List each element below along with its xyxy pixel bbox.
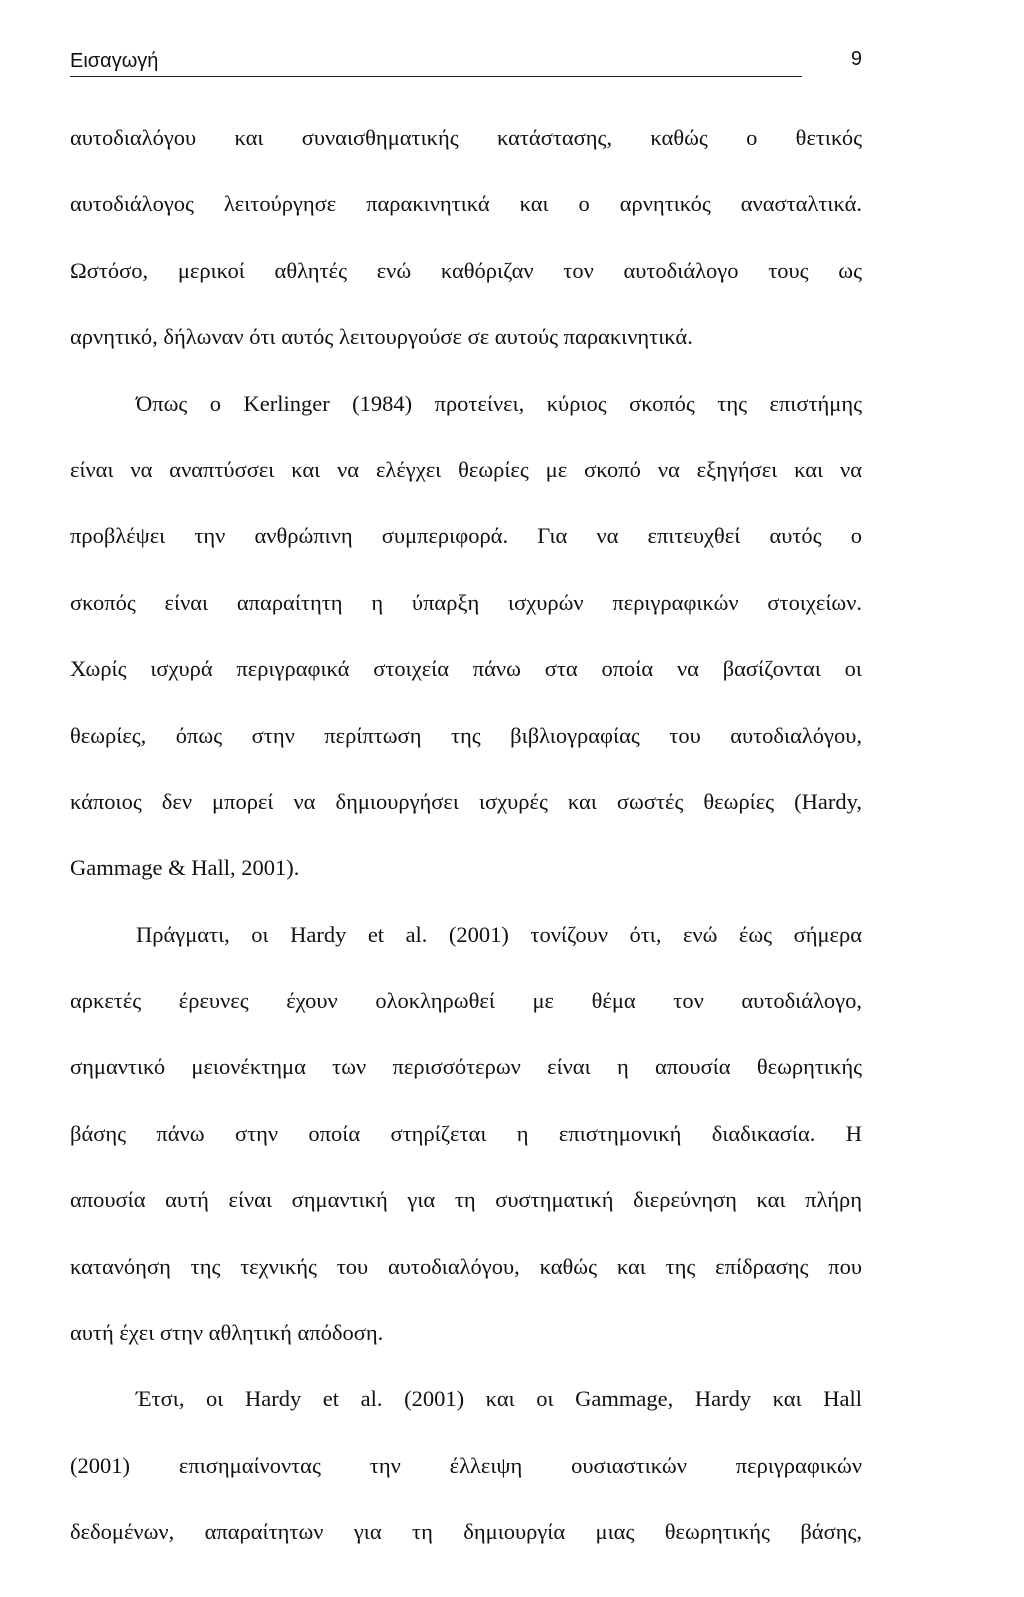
- text-line: δεδομένων, απαραίτητων για τη δημιουργία μιας θεωρητικής βάσης,: [70, 1519, 862, 1545]
- text-line: Έτσι, οι Hardy et al. (2001) και οι Gammage, Hardy και Hall: [136, 1386, 862, 1412]
- text-line: θεωρίες, όπως στην περίπτωση της βιβλιογραφίας του αυτοδιαλόγου,: [70, 722, 862, 748]
- page-header: [70, 48, 862, 80]
- text-line: αρκετές έρευνες έχουν ολοκληρωθεί με θέμα τον αυτοδιάλογο,: [70, 988, 862, 1014]
- text-line: αυτοδιάλογος λειτούργησε παρακινητικά και ο αρνητικός ανασταλτικά.: [70, 191, 862, 217]
- text-line: Πράγματι, οι Hardy et al. (2001) τονίζουν ότι, ενώ έως σήμερα: [136, 921, 862, 947]
- text-line: αυτοδιαλόγου και συναισθηματικής κατάστασης, καθώς ο θετικός: [70, 125, 862, 150]
- text-line: κάποιος δεν μπορεί να δημιουργήσει ισχυρές και σωστές θεωρίες (Hardy,: [70, 788, 862, 814]
- text-line: σημαντικό μειονέκτημα των περισσότερων είναι η απουσία θεωρητικής: [70, 1054, 862, 1080]
- running-header-title: Εισαγωγή: [70, 50, 159, 72]
- body-text: [70, 116, 862, 1577]
- text-line: (2001) επισημαίνοντας την έλλειψη ουσιαστικών περιγραφικών: [70, 1452, 862, 1478]
- text-line: αυτή έχει στην αθλητική απόδοση.: [70, 1320, 384, 1346]
- text-line: αρνητικό, δήλωναν ότι αυτός λειτουργούσε σε αυτούς παρακινητικά.: [70, 324, 693, 350]
- text-line: Gammage & Hall, 2001).: [70, 855, 300, 881]
- page-number: 9: [850, 48, 862, 70]
- text-line: Ωστόσο, μερικοί αθλητές ενώ καθόριζαν τον αυτοδιάλογο τους ως: [70, 257, 862, 283]
- text-line: Όπως ο Kerlinger (1984) προτείνει, κύριος σκοπός της επιστήμης: [136, 390, 862, 416]
- text-line: βάσης πάνω στην οποία στηρίζεται η επιστημονική διαδικασία. Η: [70, 1120, 862, 1146]
- text-line: προβλέψει την ανθρώπινη συμπεριφορά. Για να επιτευχθεί αυτός ο: [70, 523, 862, 549]
- text-line: Χωρίς ισχυρά περιγραφικά στοιχεία πάνω στα οποία να βασίζονται οι: [70, 656, 862, 682]
- text-line: σκοπός είναι απαραίτητη η ύπαρξη ισχυρών περιγραφικών στοιχείων.: [70, 589, 862, 615]
- text-line: είναι να αναπτύσσει και να ελέγχει θεωρίες με σκοπό να εξηγήσει και να: [70, 456, 862, 482]
- text-line: απουσία αυτή είναι σημαντική για τη συστηματική διερεύνηση και πλήρη: [70, 1187, 862, 1213]
- text-line: κατανόηση της τεχνικής του αυτοδιαλόγου, καθώς και της επίδρασης που: [70, 1253, 862, 1279]
- header-rule: [70, 76, 802, 77]
